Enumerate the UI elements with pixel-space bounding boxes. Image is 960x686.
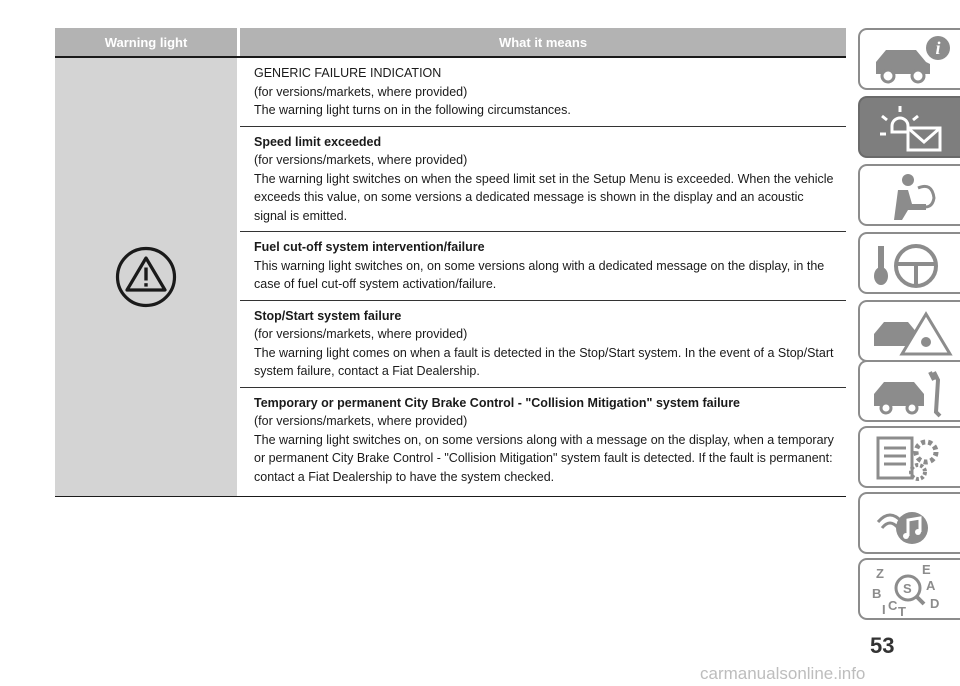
row-title: GENERIC FAILURE INDICATION (254, 66, 442, 80)
index-alphabet-icon (868, 564, 958, 618)
row-line: (for versions/markets, where provided) (254, 327, 468, 341)
car-wrench-icon (868, 366, 958, 420)
row-title: Speed limit exceeded (254, 134, 382, 149)
row-line: (for versions/markets, where provided) (254, 153, 468, 167)
row-line: The warning light comes on when a fault is detected in the Stop/Start system. In the event of a Stop/Start system failure, contact a Fiat Dealership. (254, 345, 834, 378)
index-letter: Z (876, 566, 884, 581)
index-letter: T (898, 604, 906, 618)
icon-cell (55, 58, 237, 496)
car-info-icon (868, 34, 958, 88)
tab-servicing[interactable] (858, 360, 960, 422)
specs-gear-icon (868, 432, 958, 486)
row-title: Temporary or permanent City Brake Control - "Collision Mitigation" system failure (254, 395, 741, 410)
header-warning-light: Warning light (55, 28, 237, 56)
table-body (55, 58, 846, 497)
warning-lights-messages-icon (868, 102, 958, 156)
index-letter: A (926, 578, 936, 593)
car-accident-warning-icon (868, 306, 958, 360)
index-letter: S (903, 581, 912, 596)
table-row (240, 301, 846, 388)
table-row (240, 388, 846, 497)
warning-triangle-icon (114, 245, 178, 309)
row-title: Fuel cut-off system intervention/failure (254, 240, 485, 254)
tab-multimedia[interactable] (858, 492, 960, 554)
index-letter: D (930, 596, 940, 611)
tab-starting-driving[interactable] (858, 232, 960, 294)
row-line: (for versions/markets, where provided) (254, 84, 468, 99)
row-title: Stop/Start system failure (254, 308, 402, 323)
index-letter: B (872, 586, 882, 601)
page-number: 53 (870, 633, 895, 658)
row-line: The warning light switches on when the speed limit set in the Setup Menu is exceeded. When the vehicle exceeds this value, on some versions a dedicated message is shown in the display and an acoustic signal is emitted. (254, 171, 834, 223)
tab-technical-data[interactable] (858, 426, 960, 488)
description-cell (240, 58, 846, 496)
svg-text:i: i (935, 38, 941, 58)
index-letter: C (888, 598, 898, 613)
table-row (240, 58, 846, 127)
table-row (240, 232, 846, 301)
warning-light-table (55, 28, 846, 497)
row-line: The warning light turns on in the following circumstances. (254, 103, 571, 117)
tab-in-an-emergency[interactable] (858, 300, 960, 362)
table-header (55, 28, 846, 58)
tab-safety[interactable] (858, 164, 960, 226)
row-line: This warning light switches on, on some versions along with a dedicated message on the display, in the case of fuel cut-off system activation/failure. (254, 258, 825, 291)
tab-car-info[interactable] (858, 28, 960, 90)
row-line: (for versions/markets, where provided) (254, 414, 468, 428)
multimedia-music-icon (868, 498, 958, 552)
tab-warning-lights-messages[interactable] (858, 96, 960, 158)
row-line: The warning light switches on, on some versions along with a message on the display, when a temporary or permanent City Brake Control - "Collision Mitigation" system fault is detected. If the fault is permanent: contact a Fiat Dealership to have the system checked. (254, 432, 834, 484)
index-letter: E (922, 564, 931, 577)
index-letter: I (882, 602, 886, 617)
watermark: carmanualsonline.info (700, 664, 866, 683)
header-what-it-means: What it means (240, 28, 846, 56)
table-row (240, 127, 846, 233)
tab-index[interactable] (858, 558, 960, 620)
airbag-seat-icon (868, 170, 958, 224)
steering-wheel-key-icon (868, 238, 958, 292)
